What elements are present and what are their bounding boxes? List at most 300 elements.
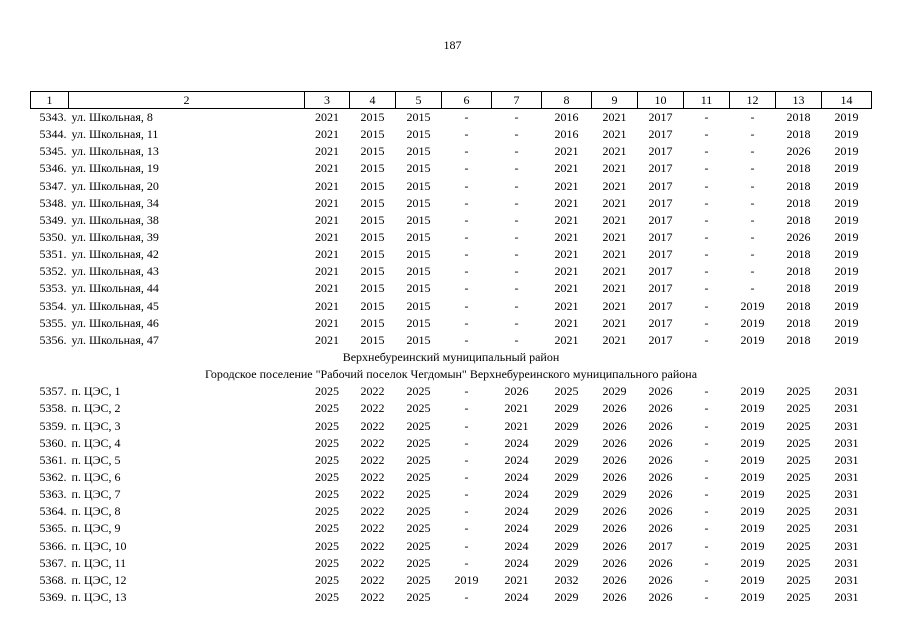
table-row xyxy=(31,143,872,160)
year-cell-c10: 2026 xyxy=(648,401,673,416)
year-cell-c4: 2022 xyxy=(360,384,385,399)
year-cell-c13: 2018 xyxy=(786,127,811,142)
year-cell-c6: - xyxy=(464,538,469,553)
year-cell-c11: - xyxy=(704,247,709,262)
year-cell-c13: 2025 xyxy=(786,504,811,519)
year-cell-c14: 2019 xyxy=(834,264,859,279)
year-cell-c8: 2016 xyxy=(554,110,579,125)
year-cell-c13: 2025 xyxy=(786,452,811,467)
year-cell-c9: 2026 xyxy=(602,452,627,467)
year-cell-c6: - xyxy=(464,281,469,296)
table-row xyxy=(31,520,872,537)
year-cell-c14: 2031 xyxy=(834,590,859,604)
address-cell: ул. Школьная, 20 xyxy=(71,178,159,193)
table-row xyxy=(31,178,872,195)
year-cell-c9: 2021 xyxy=(602,230,627,245)
year-cell-c4: 2015 xyxy=(360,110,385,125)
year-cell-c4: 2022 xyxy=(360,590,385,604)
table-row xyxy=(31,589,872,606)
year-cell-c3: 2025 xyxy=(315,384,339,399)
year-cell-c8: 2029 xyxy=(554,452,579,467)
year-cell-c12: 2019 xyxy=(740,332,765,347)
year-cell-c6: - xyxy=(464,555,469,570)
year-cell-c12: 2019 xyxy=(740,504,765,519)
year-cell-c13: 2018 xyxy=(786,332,811,347)
column-header-10: 10 xyxy=(638,92,684,109)
row-number: 5351. xyxy=(39,247,67,262)
year-cell-c5: 2025 xyxy=(406,401,431,416)
year-cell-c9: 2021 xyxy=(602,315,627,330)
address-cell: ул. Школьная, 38 xyxy=(71,212,159,227)
year-cell-c4: 2015 xyxy=(360,178,385,193)
year-cell-c14: 2031 xyxy=(834,555,859,570)
row-number: 5367. xyxy=(39,555,67,570)
year-cell-c3: 2021 xyxy=(315,247,339,262)
year-cell-c13: 2025 xyxy=(786,384,811,399)
year-cell-c14: 2031 xyxy=(834,452,859,467)
year-cell-c13: 2025 xyxy=(786,521,811,536)
year-cell-c7: 2024 xyxy=(504,470,529,485)
row-number: 5357. xyxy=(39,384,67,399)
address-cell: ул. Школьная, 47 xyxy=(71,332,159,347)
year-cell-c3: 2021 xyxy=(315,212,339,227)
year-cell-c5: 2025 xyxy=(406,452,431,467)
year-cell-c8: 2029 xyxy=(554,418,579,433)
year-cell-c11: - xyxy=(704,212,709,227)
row-number: 5356. xyxy=(39,332,67,347)
year-cell-c5: 2015 xyxy=(406,264,431,279)
row-number: 5346. xyxy=(39,161,67,176)
year-cell-c10: 2026 xyxy=(648,435,673,450)
table-row xyxy=(31,246,872,263)
year-cell-c11: - xyxy=(704,452,709,467)
year-cell-c9: 2026 xyxy=(602,572,627,587)
year-cell-c9: 2026 xyxy=(602,418,627,433)
year-cell-c7: 2021 xyxy=(504,418,529,433)
address-cell: ул. Школьная, 46 xyxy=(71,315,159,330)
year-cell-c9: 2026 xyxy=(602,538,627,553)
year-cell-c8: 2032 xyxy=(554,572,579,587)
year-cell-c3: 2025 xyxy=(315,487,339,502)
table-row xyxy=(31,383,872,400)
year-cell-c9: 2021 xyxy=(602,247,627,262)
year-cell-c4: 2022 xyxy=(360,521,385,536)
year-cell-c14: 2019 xyxy=(834,332,859,347)
year-cell-c5: 2025 xyxy=(406,504,431,519)
year-cell-c13: 2018 xyxy=(786,281,811,296)
year-cell-c11: - xyxy=(704,504,709,519)
table-row xyxy=(31,298,872,315)
table-row xyxy=(31,503,872,520)
year-cell-c11: - xyxy=(704,110,709,125)
year-cell-c12: 2019 xyxy=(740,487,765,502)
row-number: 5362. xyxy=(39,470,67,485)
year-cell-c9: 2026 xyxy=(602,504,627,519)
year-cell-c11: - xyxy=(704,161,709,176)
year-cell-c7: 2024 xyxy=(504,504,529,519)
year-cell-c6: 2019 xyxy=(454,572,479,587)
year-cell-c10: 2026 xyxy=(648,487,673,502)
column-header-11: 11 xyxy=(684,92,730,109)
column-header-5: 5 xyxy=(396,92,442,109)
year-cell-c7: 2024 xyxy=(504,538,529,553)
year-cell-c4: 2022 xyxy=(360,538,385,553)
year-cell-c3: 2021 xyxy=(315,264,339,279)
year-cell-c12: 2019 xyxy=(740,435,765,450)
year-cell-c8: 2021 xyxy=(554,281,579,296)
year-cell-c9: 2026 xyxy=(602,401,627,416)
year-cell-c6: - xyxy=(464,110,469,125)
year-cell-c11: - xyxy=(704,590,709,604)
year-cell-c6: - xyxy=(464,298,469,313)
settlement-heading: Городское поселение "Рабочий поселок Чегдомын" Верхнебуреинского муниципального района xyxy=(204,367,698,382)
year-cell-c9: 2021 xyxy=(602,127,627,142)
column-header-9: 9 xyxy=(592,92,638,109)
table-row xyxy=(31,486,872,503)
year-cell-c14: 2019 xyxy=(834,212,859,227)
year-cell-c3: 2021 xyxy=(315,144,339,159)
row-number: 5355. xyxy=(39,315,67,330)
year-cell-c13: 2025 xyxy=(786,487,811,502)
year-cell-c6: - xyxy=(464,315,469,330)
address-cell: п. ЦЭС, 2 xyxy=(71,401,121,416)
year-cell-c3: 2025 xyxy=(315,401,339,416)
year-cell-c4: 2022 xyxy=(360,504,385,519)
year-cell-c11: - xyxy=(704,144,709,159)
column-header-13: 13 xyxy=(776,92,822,109)
year-cell-c5: 2025 xyxy=(406,384,431,399)
table-row xyxy=(31,452,872,469)
year-cell-c8: 2021 xyxy=(554,161,579,176)
year-cell-c3: 2021 xyxy=(315,178,339,193)
year-cell-c11: - xyxy=(704,401,709,416)
year-cell-c6: - xyxy=(464,470,469,485)
year-cell-c5: 2015 xyxy=(406,178,431,193)
address-cell: п. ЦЭС, 12 xyxy=(71,572,127,587)
year-cell-c7: - xyxy=(514,332,519,347)
year-cell-c10: 2026 xyxy=(648,590,673,604)
year-cell-c8: 2029 xyxy=(554,555,579,570)
year-cell-c10: 2026 xyxy=(648,470,673,485)
year-cell-c4: 2022 xyxy=(360,487,385,502)
row-number: 5359. xyxy=(39,418,67,433)
row-number: 5352. xyxy=(39,264,67,279)
table-row xyxy=(31,572,872,589)
year-cell-c11: - xyxy=(704,538,709,553)
year-cell-c4: 2015 xyxy=(360,332,385,347)
year-cell-c6: - xyxy=(464,247,469,262)
year-cell-c3: 2021 xyxy=(315,161,339,176)
year-cell-c6: - xyxy=(464,384,469,399)
year-cell-c14: 2019 xyxy=(834,281,859,296)
table-row xyxy=(31,109,872,127)
district-heading: Верхнебуреинский муниципальный район xyxy=(342,350,560,365)
year-cell-c8: 2029 xyxy=(554,538,579,553)
year-cell-c8: 2029 xyxy=(554,470,579,485)
year-cell-c10: 2017 xyxy=(648,281,673,296)
year-cell-c13: 2018 xyxy=(786,178,811,193)
row-number: 5366. xyxy=(39,538,67,553)
year-cell-c9: 2026 xyxy=(602,555,627,570)
year-cell-c3: 2025 xyxy=(315,590,339,604)
year-cell-c4: 2022 xyxy=(360,418,385,433)
year-cell-c12: - xyxy=(750,264,755,279)
year-cell-c14: 2019 xyxy=(834,144,859,159)
year-cell-c12: - xyxy=(750,161,755,176)
row-number: 5347. xyxy=(39,178,67,193)
year-cell-c14: 2019 xyxy=(834,127,859,142)
year-cell-c3: 2021 xyxy=(315,315,339,330)
year-cell-c4: 2022 xyxy=(360,572,385,587)
year-cell-c12: 2019 xyxy=(740,590,765,604)
year-cell-c13: 2018 xyxy=(786,212,811,227)
year-cell-c5: 2025 xyxy=(406,555,431,570)
row-number: 5368. xyxy=(39,572,67,587)
year-cell-c6: - xyxy=(464,504,469,519)
table-row xyxy=(31,229,872,246)
year-cell-c10: 2026 xyxy=(648,384,673,399)
row-number: 5365. xyxy=(39,521,67,536)
year-cell-c13: 2025 xyxy=(786,572,811,587)
section-heading-row xyxy=(31,349,872,366)
address-cell: п. ЦЭС, 10 xyxy=(71,538,127,553)
year-cell-c5: 2015 xyxy=(406,127,431,142)
row-number: 5364. xyxy=(39,504,67,519)
year-cell-c13: 2018 xyxy=(786,264,811,279)
year-cell-c14: 2019 xyxy=(834,195,859,210)
year-cell-c13: 2026 xyxy=(786,230,811,245)
address-cell: ул. Школьная, 19 xyxy=(71,161,159,176)
year-cell-c5: 2015 xyxy=(406,281,431,296)
year-cell-c4: 2022 xyxy=(360,555,385,570)
year-cell-c4: 2022 xyxy=(360,435,385,450)
year-cell-c8: 2029 xyxy=(554,401,579,416)
year-cell-c12: 2019 xyxy=(740,315,765,330)
year-cell-c12: 2019 xyxy=(740,384,765,399)
year-cell-c14: 2031 xyxy=(834,572,859,587)
year-cell-c12: 2019 xyxy=(740,298,765,313)
year-cell-c7: 2024 xyxy=(504,555,529,570)
year-cell-c12: 2019 xyxy=(740,521,765,536)
year-cell-c8: 2021 xyxy=(554,332,579,347)
year-cell-c7: - xyxy=(514,127,519,142)
year-cell-c6: - xyxy=(464,418,469,433)
table-row xyxy=(31,280,872,297)
year-cell-c7: 2024 xyxy=(504,435,529,450)
year-cell-c13: 2025 xyxy=(786,418,811,433)
address-cell: ул. Школьная, 43 xyxy=(71,264,159,279)
year-cell-c9: 2026 xyxy=(602,590,627,604)
year-cell-c4: 2022 xyxy=(360,401,385,416)
year-cell-c13: 2018 xyxy=(786,315,811,330)
row-number: 5358. xyxy=(39,401,67,416)
year-cell-c9: 2021 xyxy=(602,264,627,279)
year-cell-c8: 2021 xyxy=(554,230,579,245)
year-cell-c3: 2021 xyxy=(315,281,339,296)
year-cell-c8: 2016 xyxy=(554,127,579,142)
year-cell-c8: 2021 xyxy=(554,315,579,330)
year-cell-c3: 2021 xyxy=(315,127,339,142)
year-cell-c3: 2025 xyxy=(315,435,339,450)
address-cell: п. ЦЭС, 9 xyxy=(71,521,121,536)
row-number: 5349. xyxy=(39,212,67,227)
year-cell-c11: - xyxy=(704,418,709,433)
year-cell-c14: 2019 xyxy=(834,230,859,245)
year-cell-c7: - xyxy=(514,230,519,245)
year-cell-c7: - xyxy=(514,247,519,262)
address-cell: п. ЦЭС, 8 xyxy=(71,504,121,519)
year-cell-c5: 2015 xyxy=(406,212,431,227)
table-row xyxy=(31,435,872,452)
year-cell-c6: - xyxy=(464,487,469,502)
year-cell-c11: - xyxy=(704,127,709,142)
year-cell-c11: - xyxy=(704,521,709,536)
year-cell-c6: - xyxy=(464,195,469,210)
year-cell-c13: 2026 xyxy=(786,144,811,159)
year-cell-c10: 2026 xyxy=(648,452,673,467)
year-cell-c4: 2015 xyxy=(360,144,385,159)
section-heading-row xyxy=(31,366,872,383)
year-cell-c14: 2019 xyxy=(834,247,859,262)
row-number: 5361. xyxy=(39,452,67,467)
year-cell-c12: 2019 xyxy=(740,572,765,587)
year-cell-c4: 2015 xyxy=(360,212,385,227)
year-cell-c5: 2015 xyxy=(406,110,431,125)
year-cell-c10: 2017 xyxy=(648,127,673,142)
year-cell-c5: 2025 xyxy=(406,521,431,536)
year-cell-c5: 2015 xyxy=(406,247,431,262)
year-cell-c6: - xyxy=(464,212,469,227)
year-cell-c10: 2017 xyxy=(648,195,673,210)
year-cell-c8: 2021 xyxy=(554,144,579,159)
year-cell-c14: 2019 xyxy=(834,110,859,125)
year-cell-c7: 2024 xyxy=(504,452,529,467)
year-cell-c6: - xyxy=(464,521,469,536)
page-number: 187 xyxy=(443,38,462,52)
year-cell-c6: - xyxy=(464,230,469,245)
table-row xyxy=(31,126,872,143)
column-header-4: 4 xyxy=(350,92,396,109)
year-cell-c10: 2017 xyxy=(648,212,673,227)
year-cell-c7: 2026 xyxy=(504,384,529,399)
year-cell-c9: 2021 xyxy=(602,332,627,347)
year-cell-c6: - xyxy=(464,435,469,450)
column-header-14: 14 xyxy=(822,92,872,109)
year-cell-c8: 2029 xyxy=(554,504,579,519)
address-cell: п. ЦЭС, 11 xyxy=(71,555,127,570)
row-number: 5344. xyxy=(39,127,67,142)
year-cell-c14: 2031 xyxy=(834,418,859,433)
year-cell-c14: 2019 xyxy=(834,178,859,193)
year-cell-c4: 2015 xyxy=(360,247,385,262)
year-cell-c8: 2029 xyxy=(554,590,579,604)
year-cell-c14: 2031 xyxy=(834,504,859,519)
address-cell: ул. Школьная, 11 xyxy=(71,127,159,142)
table-row xyxy=(31,400,872,417)
year-cell-c12: - xyxy=(750,230,755,245)
table-row xyxy=(31,315,872,332)
year-cell-c12: 2019 xyxy=(740,470,765,485)
table-row xyxy=(31,263,872,280)
year-cell-c4: 2015 xyxy=(360,298,385,313)
row-number: 5363. xyxy=(39,487,67,502)
year-cell-c3: 2025 xyxy=(315,538,339,553)
year-cell-c9: 2021 xyxy=(602,161,627,176)
year-cell-c13: 2025 xyxy=(786,538,811,553)
row-number: 5360. xyxy=(39,435,67,450)
year-cell-c3: 2021 xyxy=(315,332,339,347)
year-cell-c7: 2024 xyxy=(504,590,529,604)
year-cell-c8: 2025 xyxy=(554,384,579,399)
year-cell-c7: 2021 xyxy=(504,572,529,587)
year-cell-c4: 2015 xyxy=(360,264,385,279)
year-cell-c13: 2018 xyxy=(786,247,811,262)
address-cell: п. ЦЭС, 7 xyxy=(71,487,121,502)
row-number: 5350. xyxy=(39,230,67,245)
column-header-1: 1 xyxy=(31,92,69,109)
year-cell-c12: - xyxy=(750,247,755,262)
year-cell-c5: 2015 xyxy=(406,230,431,245)
year-cell-c7: - xyxy=(514,264,519,279)
year-cell-c9: 2021 xyxy=(602,212,627,227)
table-row xyxy=(31,160,872,177)
year-cell-c9: 2026 xyxy=(602,521,627,536)
year-cell-c11: - xyxy=(704,281,709,296)
year-cell-c7: - xyxy=(514,178,519,193)
header-row xyxy=(31,92,872,109)
row-number: 5354. xyxy=(39,298,67,313)
year-cell-c14: 2019 xyxy=(834,315,859,330)
year-cell-c11: - xyxy=(704,470,709,485)
year-cell-c10: 2017 xyxy=(648,230,673,245)
year-cell-c10: 2026 xyxy=(648,418,673,433)
address-cell: ул. Школьная, 34 xyxy=(71,195,159,210)
year-cell-c7: 2024 xyxy=(504,487,529,502)
year-cell-c7: 2024 xyxy=(504,521,529,536)
year-cell-c12: - xyxy=(750,127,755,142)
column-header-7: 7 xyxy=(492,92,542,109)
year-cell-c8: 2021 xyxy=(554,298,579,313)
year-cell-c5: 2025 xyxy=(406,590,431,604)
table-row xyxy=(31,212,872,229)
address-cell: ул. Школьная, 8 xyxy=(71,110,153,125)
registry-table xyxy=(30,91,872,606)
year-cell-c13: 2025 xyxy=(786,401,811,416)
year-cell-c10: 2026 xyxy=(648,521,673,536)
year-cell-c11: - xyxy=(704,315,709,330)
year-cell-c6: - xyxy=(464,178,469,193)
year-cell-c4: 2015 xyxy=(360,281,385,296)
year-cell-c12: - xyxy=(750,144,755,159)
year-cell-c8: 2021 xyxy=(554,264,579,279)
year-cell-c5: 2015 xyxy=(406,298,431,313)
row-number: 5343. xyxy=(39,110,67,125)
year-cell-c7: - xyxy=(514,161,519,176)
year-cell-c9: 2021 xyxy=(602,281,627,296)
year-cell-c7: - xyxy=(514,298,519,313)
year-cell-c14: 2031 xyxy=(834,401,859,416)
row-number: 5369. xyxy=(39,590,67,604)
address-cell: ул. Школьная, 42 xyxy=(71,247,159,262)
year-cell-c9: 2026 xyxy=(602,435,627,450)
year-cell-c11: - xyxy=(704,332,709,347)
table-row xyxy=(31,332,872,349)
address-cell: ул. Школьная, 13 xyxy=(71,144,159,159)
year-cell-c13: 2025 xyxy=(786,470,811,485)
year-cell-c3: 2025 xyxy=(315,452,339,467)
year-cell-c5: 2015 xyxy=(406,332,431,347)
year-cell-c10: 2017 xyxy=(648,178,673,193)
